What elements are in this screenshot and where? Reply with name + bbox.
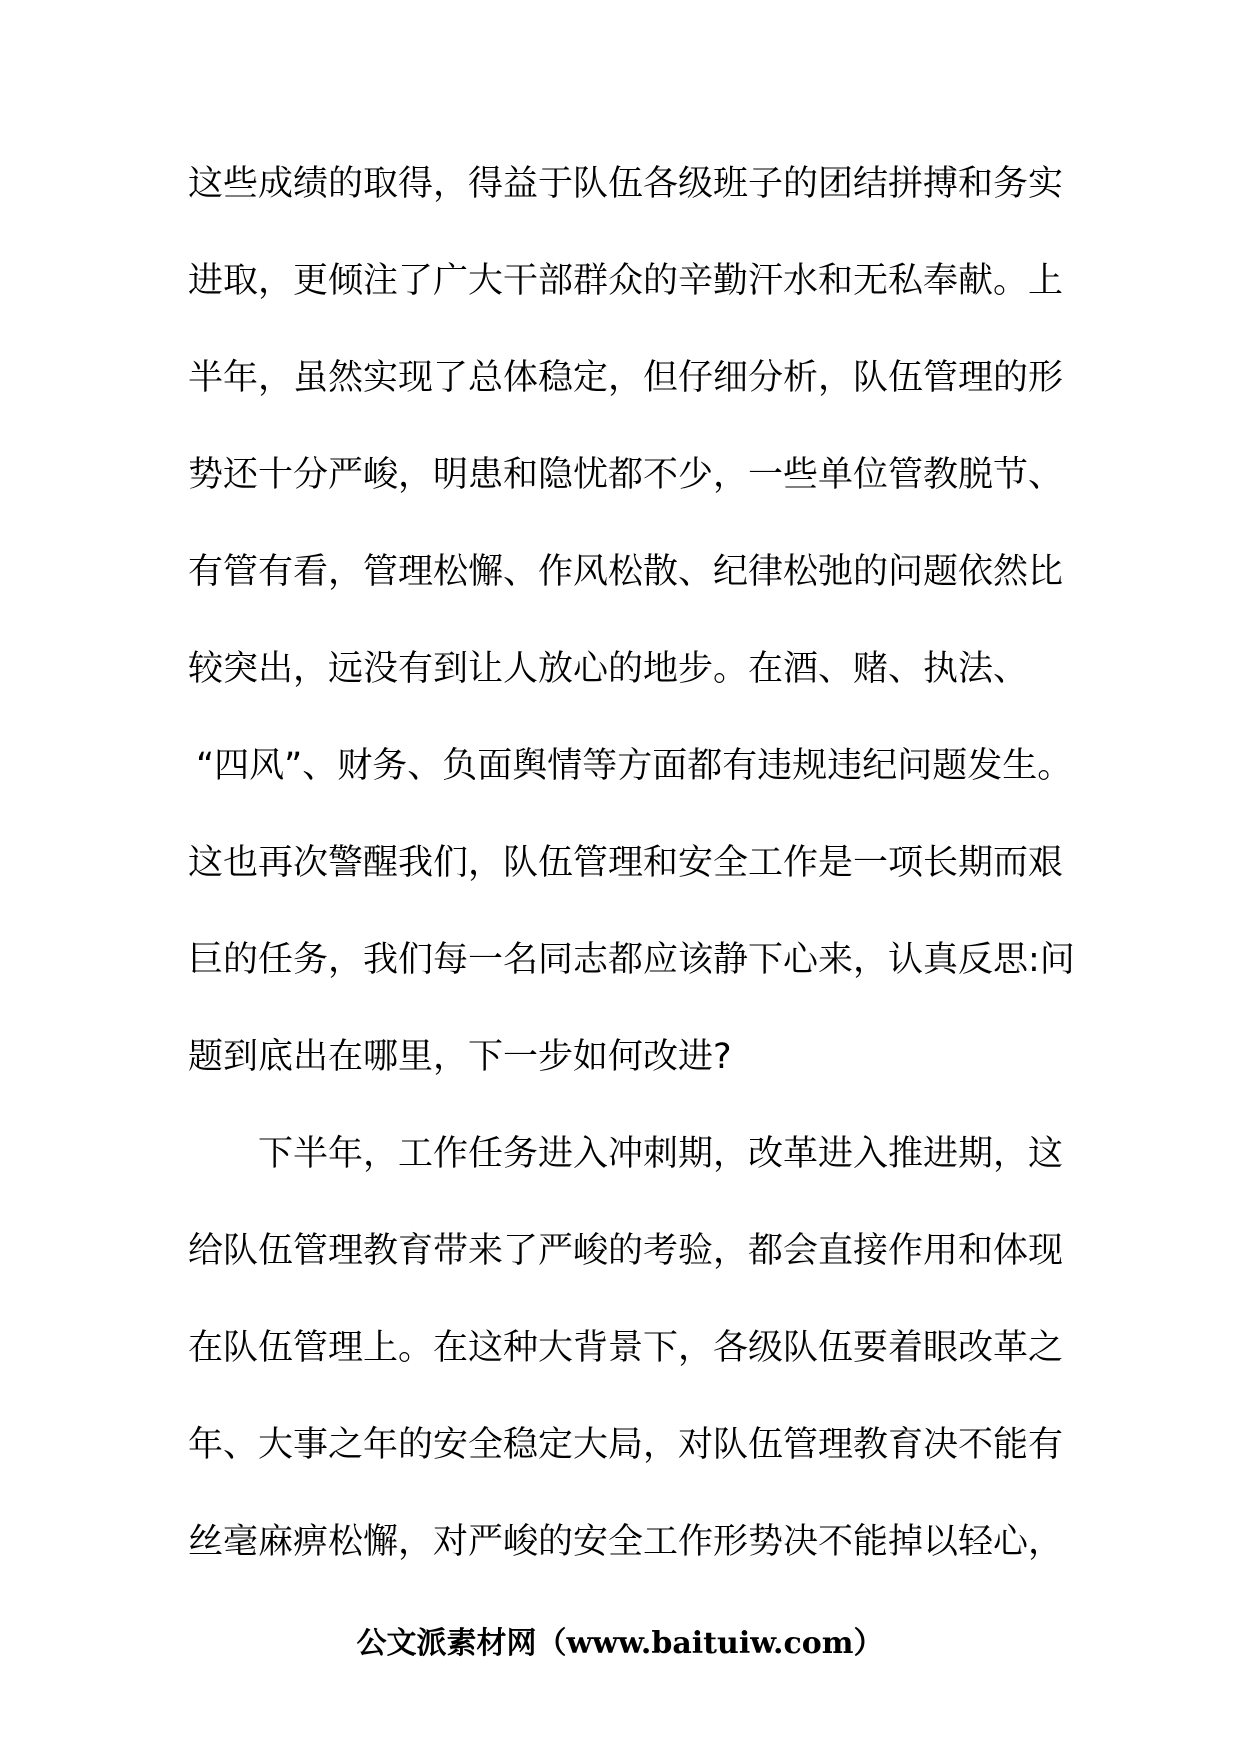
text-line: 较突出，远没有到让人放心的地步。在酒、赌、执法、 (188, 649, 1029, 689)
text-line: “四风”、财务、负面舆情等方面都有违规违纪问题发生。 (196, 746, 1073, 786)
text-line: 这些成绩的取得，得益于队伍各级班子的团结拼搏和务实 (188, 164, 1064, 204)
text-line: 年、大事之年的安全稳定大局，对队伍管理教育决不能有 (188, 1425, 1064, 1465)
text-line: 这也再次警醒我们，队伍管理和安全工作是一项长期而艰 (188, 843, 1064, 883)
text-line: 半年，虽然实现了总体稳定，但仔细分析，队伍管理的形 (188, 358, 1064, 398)
text-line: 势还十分严峻，明患和隐忧都不少，一些单位管教脱节、 (188, 455, 1064, 495)
document-body (188, 164, 1075, 1619)
text-line: 给队伍管理教育带来了严峻的考验，都会直接作用和体现 (188, 1231, 1064, 1271)
text-line: 题到底出在哪里，下一步如何改进? (188, 1037, 732, 1077)
text-line: 巨的任务，我们每一名同志都应该静下心来，认真反思:问 (188, 940, 1075, 980)
footer-watermark: 公文派素材网（www.baituiw.com） (356, 1626, 884, 1661)
paragraph-start-line: 下半年，工作任务进入冲刺期，改革进入推进期，这 (258, 1134, 1064, 1174)
text-line: 有管有看，管理松懈、作风松散、纪律松弛的问题依然比 (188, 552, 1064, 592)
text-line: 在队伍管理上。在这种大背景下，各级队伍要着眼改革之 (188, 1328, 1064, 1368)
text-line: 进取，更倾注了广大干部群众的辛勤汗水和无私奉献。上 (188, 261, 1064, 301)
text-line: 丝毫麻痹松懈，对严峻的安全工作形势决不能掉以轻心， (188, 1522, 1064, 1562)
